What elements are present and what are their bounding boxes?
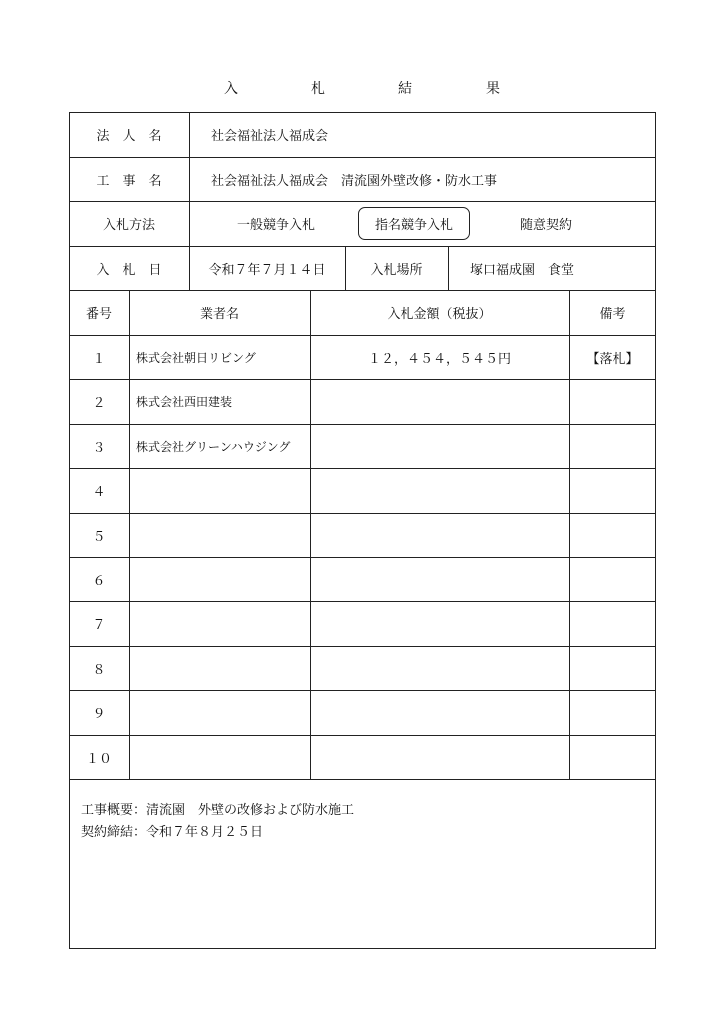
row-company: 株式会社朝日リビング bbox=[136, 350, 256, 365]
document-title bbox=[0, 78, 724, 100]
row-amount bbox=[310, 468, 569, 513]
row-amount bbox=[310, 735, 569, 779]
method-option-general: 一般競争入札 bbox=[236, 218, 315, 233]
place-label: 入札場所 bbox=[370, 262, 423, 278]
row-remarks bbox=[569, 735, 656, 779]
row-number: ３ bbox=[92, 440, 106, 456]
row-number: ２ bbox=[92, 396, 106, 411]
row-number: ９ bbox=[92, 707, 106, 722]
row-amount bbox=[310, 513, 569, 557]
row-company bbox=[136, 468, 308, 513]
method-option-negotiated: 随意契約 bbox=[519, 218, 572, 233]
corporation-value: 社会福祉法人福成会 bbox=[211, 129, 329, 144]
column-header-number: 番号 bbox=[85, 307, 112, 322]
row-company bbox=[136, 735, 308, 779]
row-company bbox=[136, 557, 308, 601]
row-company: 株式会社西田建装 bbox=[136, 395, 233, 409]
row-remarks bbox=[569, 513, 656, 557]
column-divider bbox=[448, 246, 449, 290]
row-company bbox=[136, 646, 308, 690]
date-value: 令和７年７月１４日 bbox=[208, 262, 326, 278]
place-value: 塚口福成園 食堂 bbox=[470, 262, 575, 278]
row-number: ８ bbox=[92, 662, 106, 678]
notes-section bbox=[81, 800, 354, 844]
title-char: 果 bbox=[486, 81, 500, 97]
column-header-company: 業者名 bbox=[199, 307, 239, 322]
row-number: ６ bbox=[92, 573, 106, 589]
column-divider bbox=[129, 290, 130, 779]
row-company bbox=[136, 601, 308, 646]
contract-date: 契約締結：令和７年８月２５日 bbox=[81, 825, 264, 840]
row-divider bbox=[69, 779, 656, 780]
row-remarks bbox=[569, 601, 656, 646]
row-remarks bbox=[569, 690, 656, 735]
title-char: 結 bbox=[398, 81, 412, 97]
row-number: １０ bbox=[85, 751, 112, 767]
row-amount bbox=[310, 424, 569, 468]
row-remarks bbox=[569, 646, 656, 690]
row-number: ４ bbox=[92, 485, 106, 500]
row-remarks bbox=[569, 424, 656, 468]
row-company bbox=[136, 690, 308, 735]
row-remarks: 【落札】 bbox=[586, 351, 639, 367]
row-remarks bbox=[569, 379, 656, 424]
date-label: 入 札 日 bbox=[96, 262, 162, 278]
row-amount bbox=[310, 557, 569, 601]
row-number: １ bbox=[92, 351, 106, 367]
title-char: 入 bbox=[224, 81, 238, 97]
project-label: 工 事 名 bbox=[96, 173, 162, 189]
row-number: ７ bbox=[92, 618, 106, 633]
row-amount bbox=[310, 379, 569, 424]
column-header-amount: 入札金額（税抜） bbox=[387, 307, 492, 322]
project-value: 社会福祉法人福成会 清流園外壁改修・防水工事 bbox=[211, 173, 498, 189]
method-option-designated-selected: 指名競争入札 bbox=[358, 207, 470, 240]
row-amount bbox=[310, 601, 569, 646]
row-amount bbox=[310, 646, 569, 690]
title-char: 札 bbox=[311, 81, 325, 97]
row-number: ５ bbox=[92, 529, 106, 545]
row-company bbox=[136, 513, 308, 557]
row-remarks bbox=[569, 557, 656, 601]
method-label: 入札方法 bbox=[102, 218, 155, 233]
row-amount: １２，４５４，５４５円 bbox=[367, 351, 511, 367]
project-summary: 工事概要：清流園 外壁の改修および防水施工 bbox=[81, 803, 355, 818]
row-amount bbox=[310, 690, 569, 735]
corporation-label: 法 人 名 bbox=[96, 129, 162, 144]
row-company: 株式会社グリーンハウジング bbox=[136, 439, 291, 454]
row-remarks bbox=[569, 468, 656, 513]
column-header-remarks: 備考 bbox=[599, 307, 626, 322]
